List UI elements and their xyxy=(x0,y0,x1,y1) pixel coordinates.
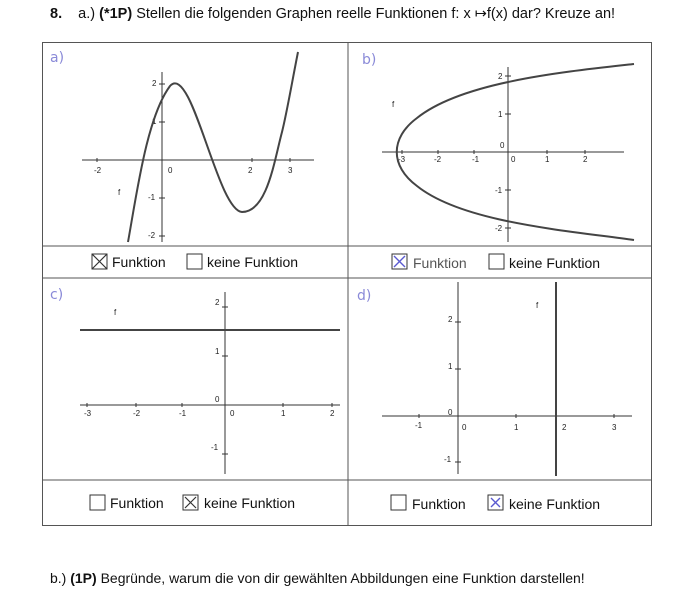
graph-a xyxy=(50,50,314,242)
panel-tag-b: b) xyxy=(362,52,377,68)
x-tick-label: -1 xyxy=(179,409,187,418)
option-label: Funktion xyxy=(412,496,466,512)
x-tick-label: -1 xyxy=(415,421,423,430)
y-tick-label: 2 xyxy=(152,79,157,88)
option-label: keine Funktion xyxy=(207,254,299,270)
function-label-a: f xyxy=(118,188,121,197)
y-tick-label: -1 xyxy=(444,455,452,464)
y-tick-label: -2 xyxy=(495,224,503,233)
option-label: keine Funktion xyxy=(509,496,601,512)
x-tick-label: -3 xyxy=(84,409,92,418)
x-tick-label: 1 xyxy=(545,155,550,164)
task-text: Stellen die folgenden Graphen reelle Funktionen f: x ↦f(x) dar? Kreuze an! xyxy=(136,6,616,22)
x-tick-label: -2 xyxy=(133,409,141,418)
part-b-text: Begründe, warum die von dir gewählten Abbildungen eine Funktion darstellen! xyxy=(100,570,585,586)
x-tick-label: 2 xyxy=(583,155,588,164)
option-b-keine-funktion[interactable] xyxy=(489,254,600,271)
x-tick-label: 3 xyxy=(288,166,293,175)
graph-d xyxy=(357,282,632,476)
x-tick-label: -3 xyxy=(398,155,406,164)
y-tick-label: 0 xyxy=(215,395,220,404)
task-number: 8. xyxy=(50,6,63,22)
y-tick-label: -1 xyxy=(148,193,156,202)
y-tick-label: 1 xyxy=(448,362,453,371)
panel-tag-d: d) xyxy=(357,288,372,304)
x-tick-label: 2 xyxy=(562,423,567,432)
task-heading xyxy=(50,6,615,22)
function-label-d: f xyxy=(536,301,539,310)
x-tick-label: 1 xyxy=(281,409,286,418)
option-label: Funktion xyxy=(112,254,166,270)
option-label: Funktion xyxy=(110,495,164,511)
y-tick-label: 2 xyxy=(448,315,453,324)
graph-b xyxy=(362,52,634,242)
y-tick-label: -2 xyxy=(148,231,156,240)
x-tick-label: 1 xyxy=(514,423,519,432)
x-tick-label: 2 xyxy=(330,409,335,418)
x-tick-label: 0 xyxy=(462,423,467,432)
y-tick-label: 1 xyxy=(215,347,220,356)
x-tick-label: -1 xyxy=(472,155,480,164)
x-tick-label: 3 xyxy=(612,423,617,432)
part-b-question xyxy=(50,570,585,586)
option-d-keine-funktion[interactable] xyxy=(488,495,600,512)
option-c-keine-funktion[interactable] xyxy=(183,495,295,511)
checkbox-d-funktion[interactable] xyxy=(391,495,406,510)
option-c-funktion[interactable] xyxy=(90,495,164,511)
graph-c xyxy=(50,287,340,474)
panel-tag-c: c) xyxy=(50,287,64,303)
y-tick-label: 0 xyxy=(448,408,453,417)
part-b-points: (1P) xyxy=(70,570,97,586)
x-tick-label: 0 xyxy=(230,409,235,418)
x-tick-label: -2 xyxy=(94,166,102,175)
option-a-keine-funktion[interactable] xyxy=(187,254,298,270)
checkbox-a-keine[interactable] xyxy=(187,254,202,269)
function-label-b: f xyxy=(392,100,395,109)
panel-tag-a: a) xyxy=(50,50,65,66)
y-tick-label: 0 xyxy=(500,141,505,150)
part-b-label: b.) xyxy=(50,570,67,586)
task-part: a.) xyxy=(78,6,96,22)
y-tick-label: 1 xyxy=(498,110,503,119)
checkbox-b-keine[interactable] xyxy=(489,254,504,269)
y-tick-label: 2 xyxy=(498,72,503,81)
graph-table xyxy=(42,42,652,526)
function-label-c: f xyxy=(114,308,117,317)
checkbox-c-funktion[interactable] xyxy=(90,495,105,510)
x-tick-label: -2 xyxy=(434,155,442,164)
option-label: keine Funktion xyxy=(204,495,296,511)
option-d-funktion[interactable] xyxy=(391,495,466,512)
x-tick-label: 2 xyxy=(248,166,253,175)
y-tick-label: 2 xyxy=(215,298,220,307)
option-label: keine Funktion xyxy=(509,255,601,271)
option-b-funktion[interactable] xyxy=(392,254,467,271)
option-label: Funktion xyxy=(413,255,467,271)
x-tick-label: 0 xyxy=(511,155,516,164)
y-tick-label: 1 xyxy=(152,117,157,126)
y-tick-label: -1 xyxy=(211,443,219,452)
table-grid xyxy=(42,42,652,526)
option-a-funktion[interactable] xyxy=(92,254,166,270)
task-points: (*1P) xyxy=(99,6,133,22)
y-tick-label: -1 xyxy=(495,186,503,195)
x-tick-label: 0 xyxy=(168,166,173,175)
